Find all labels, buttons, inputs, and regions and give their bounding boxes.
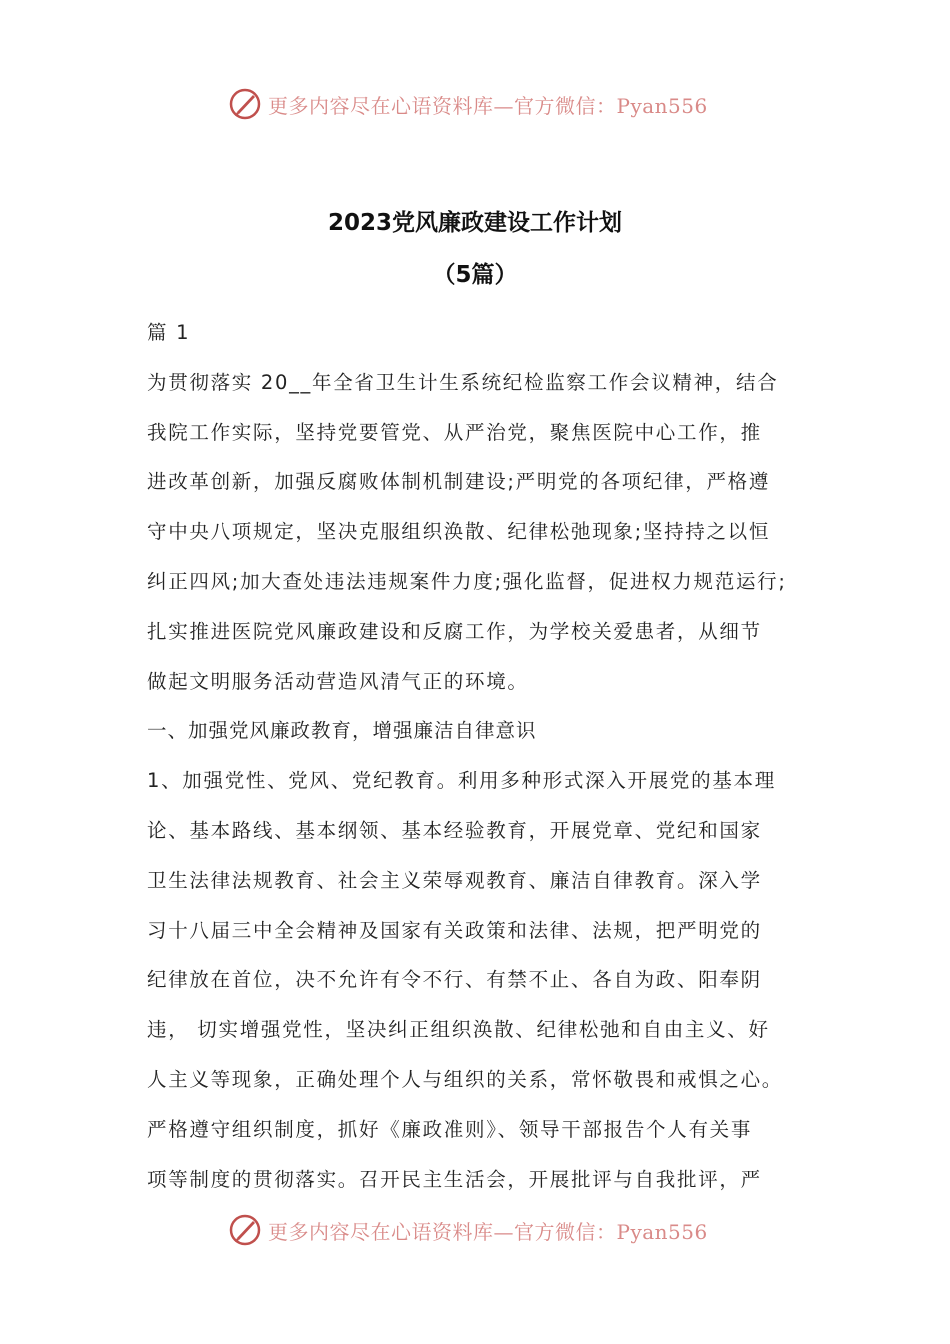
body-line: 严格遵守组织制度，抓好《廉政准则》、领导干部报告个人有关事 [147,1117,753,1141]
pen-logo-icon [228,1213,262,1247]
body-line: 为贯彻落实 20__年全省卫生计生系统纪检监察工作会议精神，结合 [147,370,779,394]
pen-logo-icon [228,87,262,121]
body-line: 做起文明服务活动营造风清气正的环境。 [147,669,529,693]
body-line: 扎实推进医院党风廉政建设和反腐工作，为学校关爱患者，从细节 [147,619,762,643]
body-line: 项等制度的贯彻落实。召开民主生活会，开展批评与自我批评，严 [147,1167,762,1191]
watermark-text: 更多内容尽在心语资料库—官方微信：Pyan556 [268,1219,708,1244]
document-title: 2023党风廉政建设工作计划 [327,210,622,236]
body-line: 守中央八项规定，坚决克服组织涣散、纪律松弛现象;坚持持之以恒 [147,520,771,544]
body-line: 纪律放在首位，决不允许有令不行、有禁不止、各自为政、阳奉阴 [147,968,762,992]
body-line: 人主义等现象，正确处理个人与组织的关系，常怀敬畏和戒惧之心。 [147,1067,784,1091]
document-body [147,308,807,1204]
body-line: 论、基本路线、基本纲领、基本经验教育，开展党章、党纪和国家 [147,818,762,842]
watermark-text: 更多内容尽在心语资料库—官方微信：Pyan556 [268,93,708,118]
watermark-banner-bottom [228,1212,708,1248]
body-line: 1、加强党性、党风、党纪教育。利用多种形式深入开展党的基本理 [147,769,776,793]
body-line: 违， 切实增强党性，坚决纠正组织涣散、纪律松弛和自由主义、好 [147,1018,770,1042]
body-line: 习十八届三中全会精神及国家有关政策和法律、法规，把严明党的 [147,918,762,942]
section-label: 篇 1 [147,321,191,344]
body-line: 我院工作实际，坚持党要管党、从严治党，聚焦医院中心工作，推 [147,420,762,444]
watermark-banner-top [228,86,708,122]
document-subtitle: （5篇） [432,262,518,288]
body-line: 卫生法律法规教育、社会主义荣辱观教育、廉洁自律教育。深入学 [147,868,762,892]
body-line: 纠正四风;加大查处违法违规案件力度;强化监督，促进权力规范运行; [147,569,787,593]
section-heading: 一、加强党风廉政教育，增强廉洁自律意识 [147,719,537,743]
body-line: 进改革创新，加强反腐败体制机制建设;严明党的各项纪律，严格遵 [147,470,771,494]
